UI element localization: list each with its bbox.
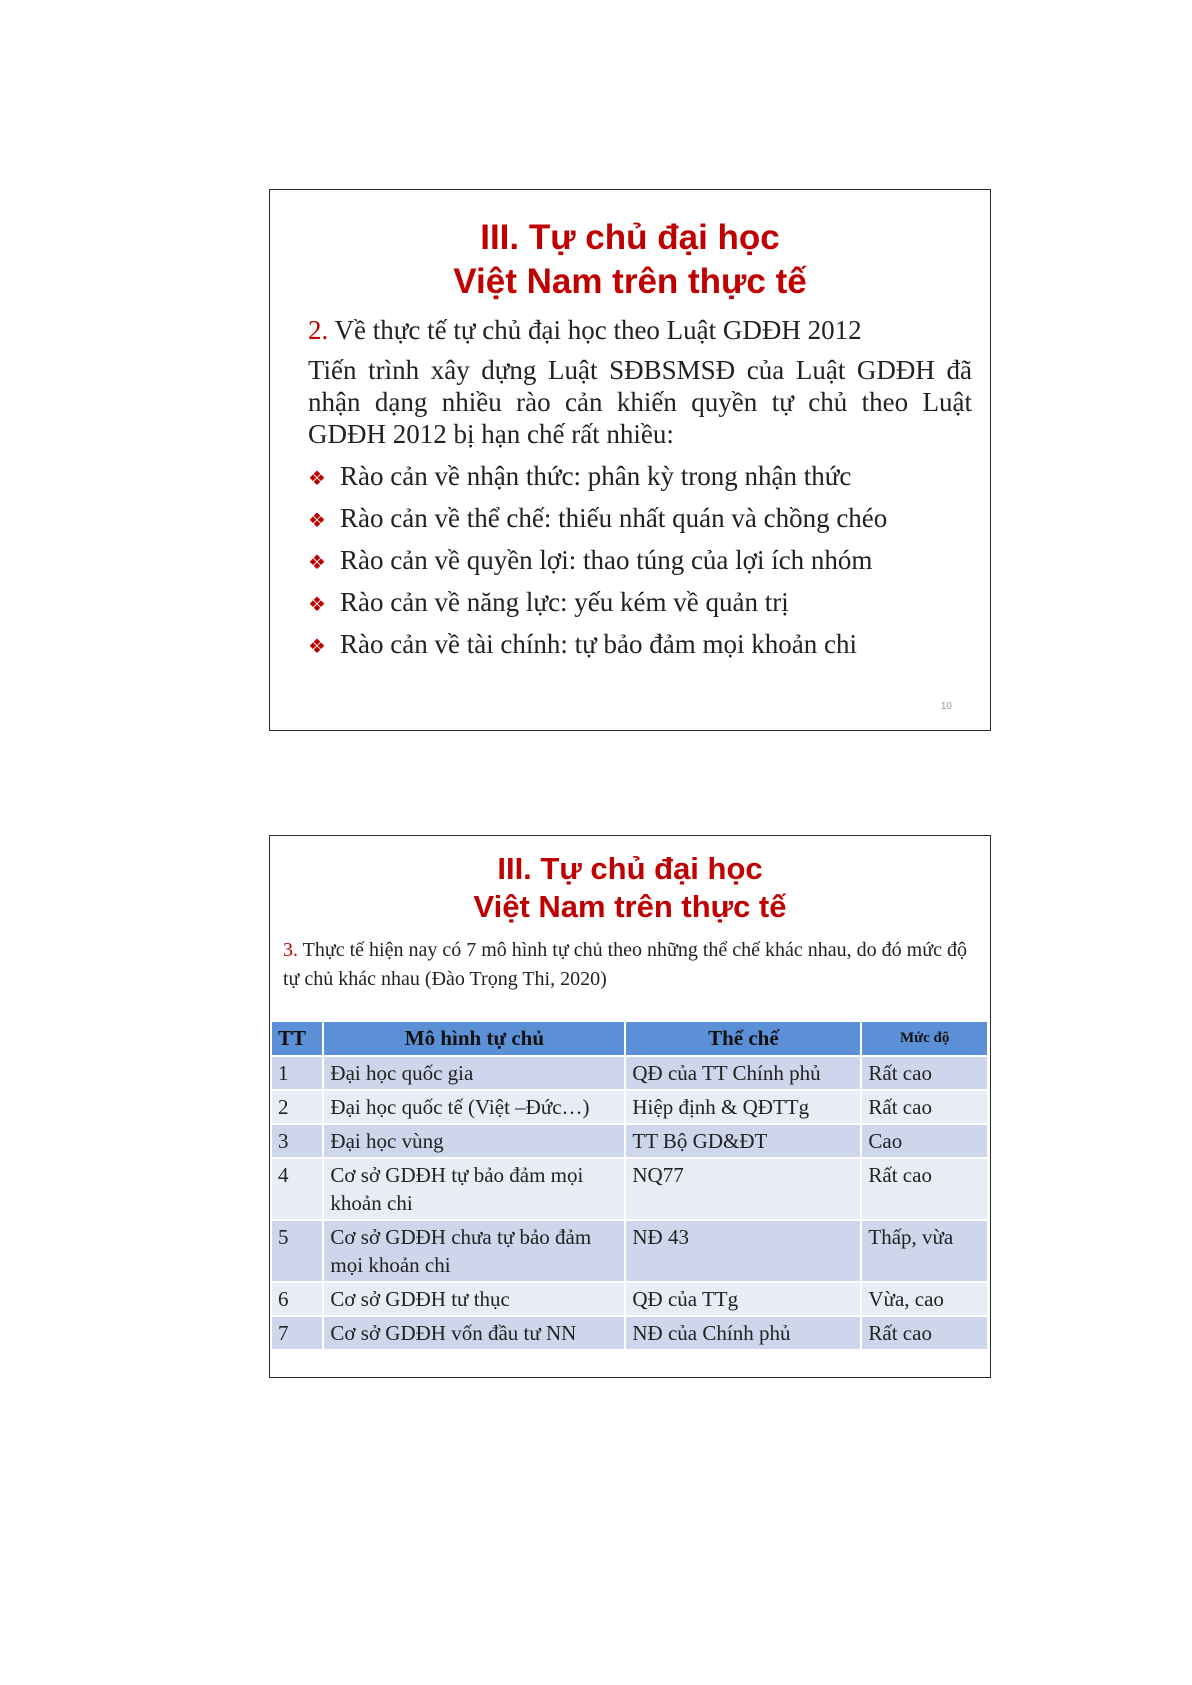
slide-1 — [269, 189, 991, 731]
bullet-text: Rào cản về tài chính: tự bảo đảm mọi khoản chi — [340, 629, 857, 659]
cell-mo-hinh: Cơ sở GDĐH vốn đầu tư NN — [323, 1316, 625, 1350]
cell-mo-hinh: Cơ sở GDĐH chưa tự bảo đảm mọi khoản chi — [323, 1220, 625, 1282]
cell-mo-hinh: Đại học quốc gia — [323, 1056, 625, 1090]
table-row — [272, 1124, 988, 1158]
cell-muc-do: Rất cao — [861, 1090, 988, 1124]
slide-2-title-line-2: Việt Nam trên thực tế — [473, 889, 787, 924]
cell-muc-do: Rất cao — [861, 1158, 988, 1220]
table-row — [272, 1282, 988, 1316]
cell-the-che: NĐ của Chính phủ — [625, 1316, 861, 1350]
slide-1-heading — [308, 314, 972, 346]
cell-muc-do: Vừa, cao — [861, 1282, 988, 1316]
slide-1-body — [308, 314, 972, 666]
cell-muc-do: Rất cao — [861, 1056, 988, 1090]
cell-mo-hinh: Cơ sở GDĐH tự bảo đảm mọi khoản chi — [323, 1158, 625, 1220]
slide-2-intro-text: Thực tế hiện nay có 7 mô hình tự chủ theo những thể chế khác nhau, do đó mức độ tự chủ khác nhau (Đào Trọng Thi, 2020) — [283, 939, 967, 990]
bullet-text: Rào cản về thể chế: thiếu nhất quán và chồng chéo — [340, 503, 888, 533]
cell-mo-hinh: Cơ sở GDĐH tư thục — [323, 1282, 625, 1316]
diamond-bullet-icon: ❖ — [308, 550, 326, 574]
slide-1-heading-text: Về thực tế tự chủ đại học theo Luật GDĐH 2012 — [334, 315, 862, 345]
cell-tt: 1 — [272, 1056, 323, 1090]
slide-2-intro — [283, 936, 972, 994]
cell-muc-do: Thấp, vừa — [861, 1220, 988, 1282]
cell-tt: 2 — [272, 1090, 323, 1124]
cell-mo-hinh: Đại học quốc tế (Việt –Đức…) — [323, 1090, 625, 1124]
bullet-item — [308, 498, 972, 540]
cell-the-che: NQ77 — [625, 1158, 861, 1220]
cell-the-che: QĐ của TTg — [625, 1282, 861, 1316]
cell-the-che: Hiệp định & QĐTTg — [625, 1090, 861, 1124]
slide-1-page-number: 10 — [940, 701, 952, 712]
header-mo-hinh: Mô hình tự chủ — [323, 1022, 625, 1056]
slide-1-title-line-2: Việt Nam trên thực tế — [453, 262, 807, 301]
bullet-text: Rào cản về nhận thức: phân kỳ trong nhận thức — [340, 461, 852, 491]
table-row — [272, 1220, 988, 1282]
header-muc-do: Mức độ — [861, 1022, 988, 1056]
table-row — [272, 1158, 988, 1220]
slide-1-paragraph: Tiến trình xây dựng Luật SĐBSMSĐ của Luật GDĐH đã nhận dạng nhiều rào cản khiến quyền tự chủ theo Luật GDĐH 2012 bị hạn chế rất nhiều: — [308, 355, 972, 449]
bullet-text: Rào cản về năng lực: yếu kém về quản trị — [340, 587, 789, 617]
slide-2-title-line-1: III. Tự chủ đại học — [497, 851, 763, 886]
bullet-item — [308, 540, 972, 582]
header-tt: TT — [272, 1022, 323, 1056]
slide-1-heading-number: 2. — [308, 315, 329, 345]
slide-1-title — [270, 216, 990, 304]
bullet-item — [308, 624, 972, 666]
slide-2-intro-number: 3. — [283, 939, 298, 961]
cell-tt: 6 — [272, 1282, 323, 1316]
slide-2-title — [270, 850, 990, 926]
cell-mo-hinh: Đại học vùng — [323, 1124, 625, 1158]
slide-2 — [269, 835, 991, 1378]
cell-the-che: NĐ 43 — [625, 1220, 861, 1282]
cell-tt: 3 — [272, 1124, 323, 1158]
cell-tt: 4 — [272, 1158, 323, 1220]
table-row — [272, 1316, 988, 1350]
table-row — [272, 1056, 988, 1090]
table-header-row — [272, 1022, 988, 1056]
diamond-bullet-icon: ❖ — [308, 592, 326, 616]
diamond-bullet-icon: ❖ — [308, 508, 326, 532]
cell-muc-do: Cao — [861, 1124, 988, 1158]
diamond-bullet-icon: ❖ — [308, 466, 326, 490]
slide-1-title-line-1: III. Tự chủ đại học — [480, 218, 780, 257]
bullet-item — [308, 582, 972, 624]
cell-muc-do: Rất cao — [861, 1316, 988, 1350]
cell-the-che: QĐ của TT Chính phủ — [625, 1056, 861, 1090]
bullet-text: Rào cản về quyền lợi: thao túng của lợi ích nhóm — [340, 545, 873, 575]
bullet-item — [308, 456, 972, 498]
table-row — [272, 1090, 988, 1124]
header-the-che: Thể chế — [625, 1022, 861, 1056]
diamond-bullet-icon: ❖ — [308, 634, 326, 658]
cell-tt: 7 — [272, 1316, 323, 1350]
slide-1-bullet-list — [308, 456, 972, 666]
cell-tt: 5 — [272, 1220, 323, 1282]
autonomy-models-table — [272, 1022, 989, 1351]
cell-the-che: TT Bộ GD&ĐT — [625, 1124, 861, 1158]
